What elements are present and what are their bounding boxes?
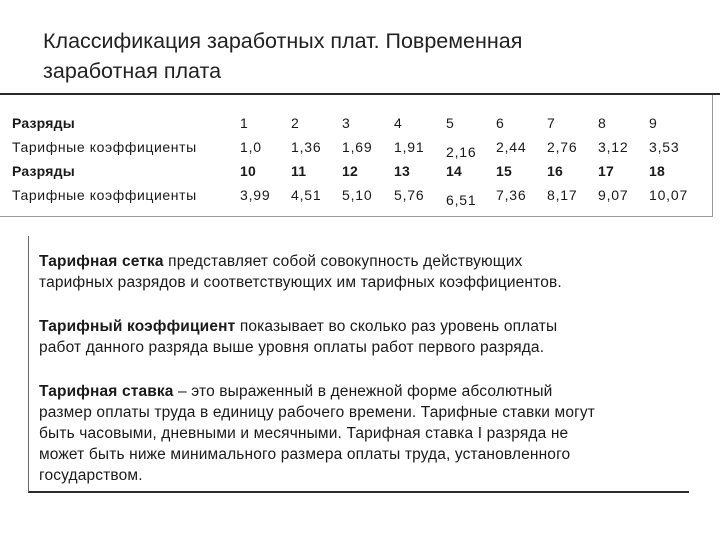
- table-cell: 18: [649, 163, 665, 179]
- definition-text: – это выраженный в денежной форме абсолютный: [173, 383, 553, 400]
- table-cell: 3,12: [598, 139, 629, 155]
- table-cell: 4,51: [291, 187, 322, 203]
- definition-line: может быть ниже минимального размера оплаты труда, установленного: [39, 446, 571, 463]
- table-cell: 5: [446, 115, 455, 131]
- table-cell: 7: [547, 115, 556, 131]
- table-cell: 2,76: [547, 139, 578, 155]
- table-cell: 13: [394, 163, 410, 179]
- table-cell: 11: [291, 163, 307, 179]
- table-cell: 1,36: [291, 139, 322, 155]
- table-cell: 9,07: [598, 187, 629, 203]
- table-cell: 2,44: [496, 139, 527, 155]
- table-cell: 10: [240, 163, 256, 179]
- definition-term: Тарифная сетка: [39, 253, 164, 270]
- table-cell: 2: [291, 115, 300, 131]
- table-cell: 8: [598, 115, 607, 131]
- row-label: Тарифные коэффициенты: [12, 187, 197, 203]
- table-cell: 2,16: [446, 144, 477, 160]
- table-cell: 8,17: [547, 187, 578, 203]
- definition-line: работ данного разряда выше уровня оплаты работ первого разряда.: [39, 339, 545, 356]
- table-cell: 6,51: [446, 192, 477, 208]
- definition-tariff-rate: [39, 381, 595, 486]
- table-cell: 10,07: [649, 187, 689, 203]
- definition-line: государством.: [39, 467, 143, 484]
- definition-line: [39, 251, 562, 272]
- definition-line: [39, 381, 595, 402]
- table-cell: 5,76: [394, 187, 425, 203]
- row-label: Разряды: [12, 163, 75, 179]
- definition-term: Тарифный коэффициент: [39, 318, 236, 335]
- definition-text: показывает во сколько раз уровень оплаты: [235, 318, 558, 335]
- definition-text: представляет собой совокупность действующих: [163, 253, 523, 270]
- definition-line: [39, 316, 557, 337]
- definition-line: быть часовыми, дневными и месячными. Тарифная ставка I разряда не: [39, 425, 569, 442]
- definition-term: Тарифная ставка: [39, 383, 174, 400]
- table-cell: 5,10: [342, 187, 373, 203]
- table-cell: 1,0: [240, 139, 262, 155]
- table-cell: 4: [394, 115, 403, 131]
- table-cell: 12: [342, 163, 358, 179]
- table-cell: 3,53: [649, 139, 680, 155]
- table-cell: 1,91: [394, 139, 425, 155]
- definition-line: тарифных разрядов и соответствующих им тарифных коэффициентов.: [39, 274, 562, 291]
- table-row-coefficients-10-18: [0, 183, 712, 207]
- table-cell: 14: [446, 163, 462, 179]
- table-cell: 6: [496, 115, 505, 131]
- definition-tariff-coefficient: [39, 316, 557, 358]
- table-row-grades-10-18: [0, 159, 712, 183]
- table-cell: 1: [240, 115, 249, 131]
- slide-title: [43, 26, 683, 86]
- row-label: Разряды: [12, 115, 75, 131]
- row-label: Тарифные коэффициенты: [12, 139, 197, 155]
- definition-line: размер оплаты труда в единицу рабочего времени. Тарифные ставки могут: [39, 404, 596, 421]
- definition-tariff-grid: [39, 251, 562, 293]
- slide-title-line-2: заработная плата: [43, 59, 222, 83]
- table-row-coefficients-1-9: [0, 135, 712, 159]
- tariff-table: [0, 95, 713, 217]
- table-cell: 16: [547, 163, 563, 179]
- definitions-box: [28, 236, 689, 493]
- table-cell: 7,36: [496, 187, 527, 203]
- table-cell: 1,69: [342, 139, 373, 155]
- slide-title-line-1: Классификация заработных плат. Повременная: [43, 29, 523, 53]
- table-cell: 15: [496, 163, 512, 179]
- table-cell: 3: [342, 115, 351, 131]
- table-cell: 17: [598, 163, 614, 179]
- table-row-grades-1-9: [0, 111, 712, 135]
- table-cell: 3,99: [240, 187, 271, 203]
- table-cell: 9: [649, 115, 658, 131]
